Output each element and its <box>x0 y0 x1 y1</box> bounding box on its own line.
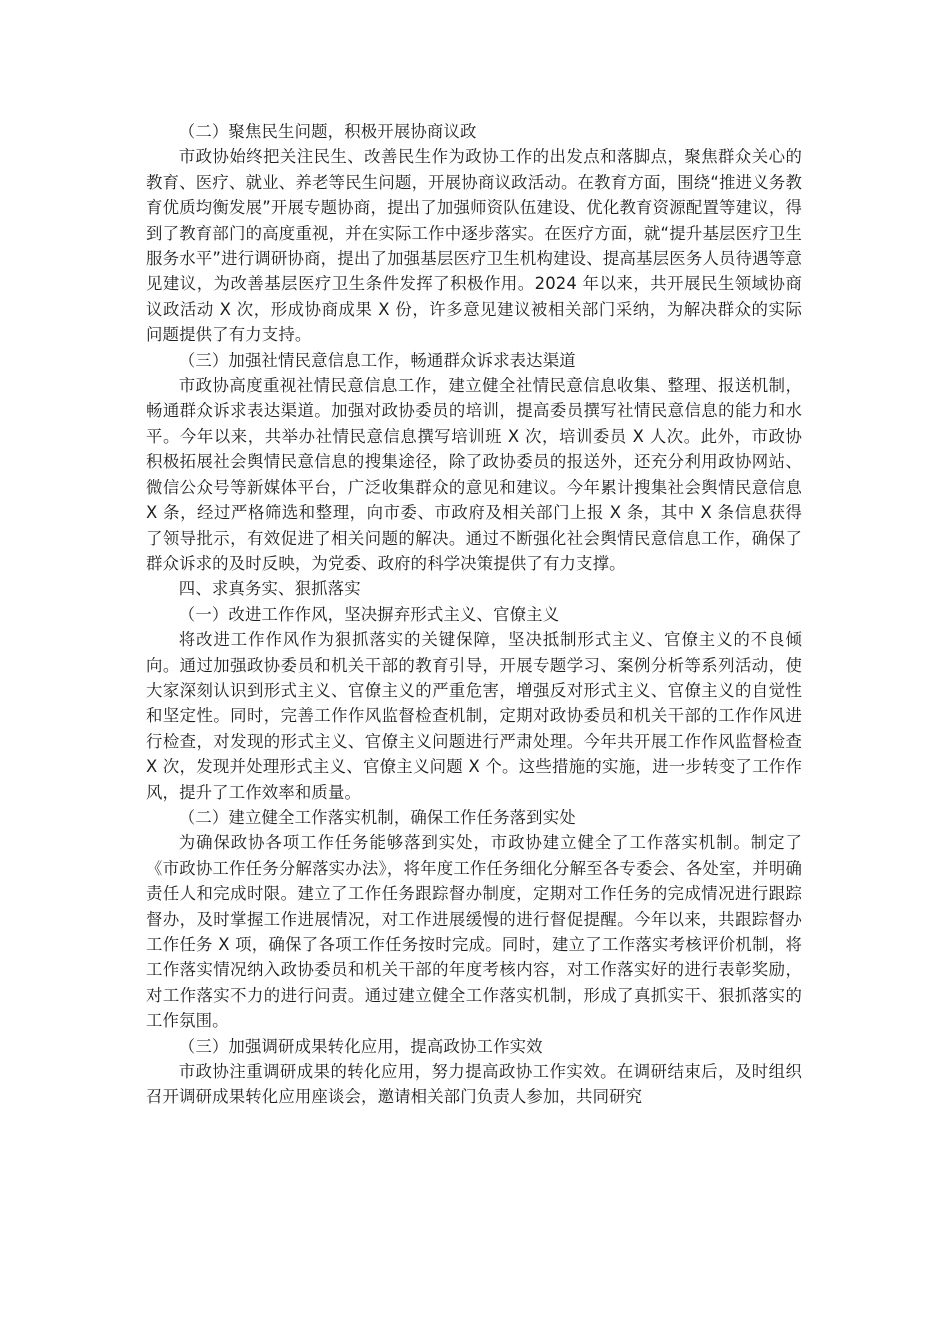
chapter-heading-implementation: 四、求真务实、狠抓落实 <box>178 579 361 599</box>
paragraph-public-opinion: 市政协高度重视社情民意信息工作，建立健全社情民意信息收集、整理、报送机制，畅通群众诉求表达渠道。加强对政协委员的培训，提高委员撰写社情民意信息的能力和水平。今年以来，共举办社情民意信息撰写培训班 X 次，培训委员 X 人次。此外，市政协积极拓展社会舆情民意信息的搜集途径，除了政协委员的报送外，还充分利用政协网站、微信公众号等新媒体平台，广泛收集群众的意见和建议。今年累计搜集社会舆情民意信息 X 条，经过严格筛选和整理，向市委、市政府及相关部门上报 X 条，其中 X 条信息获得了领导批示，有效促进了相关问题的解决。通过不断强化社会舆情民意信息工作，确保了群众诉求的及时反映，为党委、政府的科学决策提供了有力支撑。 <box>146 376 802 573</box>
paragraph-research-results: 市政协注重调研成果的转化应用，努力提高政协工作实效。在调研结束后，及时组织召开调研成果转化应用座谈会，邀请相关部门负责人参加，共同研究 <box>146 1062 802 1107</box>
document-page <box>146 119 802 1110</box>
paragraph-livelihood-consultation: 市政协始终把关注民生、改善民生作为政协工作的出发点和落脚点，聚焦群众关心的教育、医疗、就业、养老等民生问题，开展协商议政活动。在教育方面，围绕“推进义务教育优质均衡发展”开展专题协商，提出了加强师资队伍建设、优化教育资源配置等建议，得到了教育部门的高度重视，并在实际工作中逐步落实。在医疗方面，就“提升基层医疗卫生服务水平”进行调研协商，提出了加强基层医疗卫生机构建设、提高基层医务人员待遇等意见建议，为改善基层医疗卫生条件发挥了积极作用。2024 年以来，共开展民生领域协商议政活动 X 次，形成协商成果 X 份，许多意见建议被相关部门采纳，为解决群众的实际问题提供了有力支持。 <box>146 147 802 345</box>
section-heading-public-opinion: （三）加强社情民意信息工作，畅通群众诉求表达渠道 <box>178 350 576 370</box>
paragraph-implementation-mechanism: 为确保政协各项工作任务能够落到实处，市政协建立健全了工作落实机制。制定了《市政协工作任务分解落实办法》，将年度工作任务细化分解至各专委会、各处室，并明确责任人和完成时限。建立了工作任务跟踪督办制度，定期对工作任务的完成情况进行跟踪督办，及时掌握工作进展情况，对工作进展缓慢的进行督促提醒。今年以来，共跟踪督办工作任务 X 项，确保了各项工作任务按时完成。同时，建立了工作落实考核评价机制，将工作落实情况纳入政协委员和机关干部的年度考核内容，对工作落实好的进行表彰奖励，对工作落实不力的进行问责。通过建立健全工作落实机制，形成了真抓实干、狠抓落实的工作氛围。 <box>146 833 802 1031</box>
section-heading-research-results: （三）加强调研成果转化应用，提高政协工作实效 <box>178 1036 543 1056</box>
paragraph-work-style: 将改进工作作风作为狠抓落实的关键保障，坚决抵制形式主义、官僚主义的不良倾向。通过加强政协委员和机关干部的教育引导，开展专题学习、案例分析等系列活动，使大家深刻认识到形式主义、官僚主义的严重危害，增强反对形式主义、官僚主义的自觉性和坚定性。同时，完善工作作风监督检查机制，定期对政协委员和机关干部的工作作风进行检查，对发现的形式主义、官僚主义问题进行严肃处理。今年共开展工作作风监督检查 X 次，发现并处理形式主义、官僚主义问题 X 个。这些措施的实施，进一步转变了工作作风，提升了工作效率和质量。 <box>146 630 802 802</box>
section-heading-work-style: （一）改进工作作风，坚决摒弃形式主义、官僚主义 <box>178 604 560 624</box>
section-heading-improve-livelihood: （二）聚焦民生问题，积极开展协商议政 <box>178 122 477 141</box>
section-heading-implementation-mechanism: （二）建立健全工作落实机制，确保工作任务落到实处 <box>178 807 576 827</box>
